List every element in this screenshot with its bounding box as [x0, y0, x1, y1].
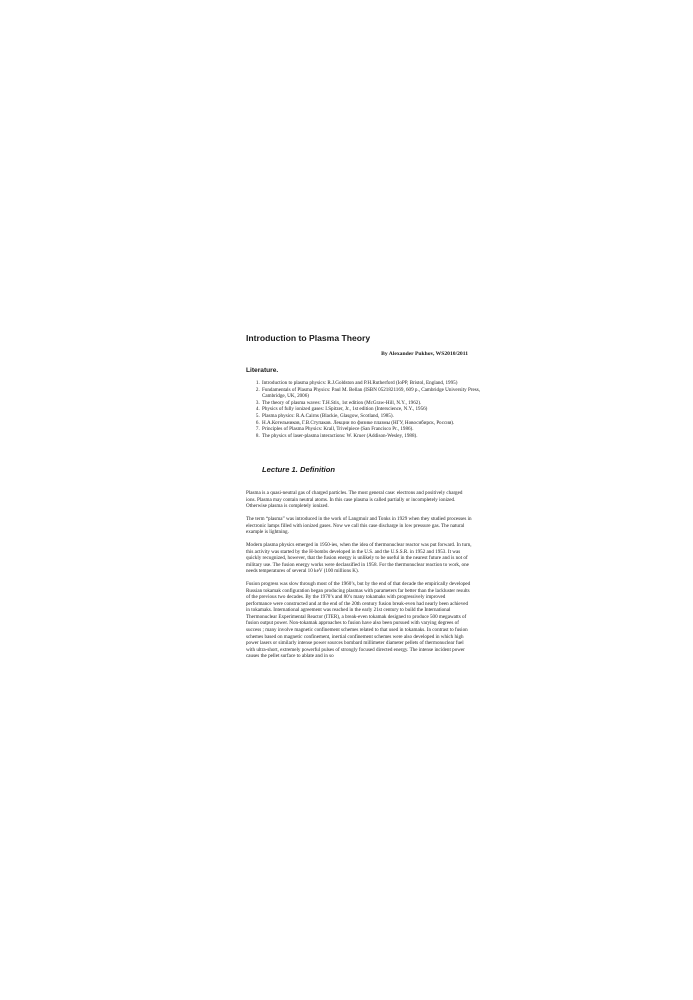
reference-item: 4. Physics of fully ionized gases: I.Spitzer, Jr., 1st edition (Interscience, N.Y., 1956): [261, 406, 483, 413]
reference-item: 3. The theory of plasma waves: T.H.Stix, 1st edition (McGraw-Hill, N.Y., 1962).: [261, 400, 483, 407]
literature-heading: Literature.: [246, 367, 279, 374]
reference-item: 5. Plasma physics: R.A.Cairns (Blackie, Glasgow, Scotland, 1985).: [261, 413, 483, 420]
author-byline: By Alexander Pukhov, WS2010/2011: [381, 351, 468, 357]
paragraph: The term “plasma” was introduced in the work of Langmuir and Tonks in 1929 when they studied processes in electronic lamps filled with ionized gases. Now we call this case discharge in low pressure gas. The natural example is lightning.: [246, 516, 472, 536]
lecture-heading: Lecture 1. Definition: [262, 465, 335, 474]
reference-item: 2. Fundamentals of Plasma Physics: Paul M. Bellan (ISBN 0521821169, 609 p., Cambridge University Press, Cambridge, UK, 2006): [261, 387, 483, 400]
paragraph: Plasma is a quasi-neutral gas of charged particles. The most general case: electrons and positively charged ions. Plasma may contain neutral atoms. In this case plasma is called partially or incompletely ionized. Otherwise plasma is completely ionized.: [246, 490, 463, 510]
body-text: [246, 490, 472, 666]
paragraph: Fusion progress was slow through most of the 1960’s, but by the end of that decade the empirically developed Russian tokamak configuration began producing plasmas with parameters far better than the lackluster results of the previous two decades. By the 1970’s and 80’s many tokamaks with progressively improved performance were constructed and at the end of the 20th century fusion break-even had nearly been achieved in tokamaks. International agreement was reached in the early 21st century to build the International Thermonuclear Experimental Reactor (ITER), a break-even tokamak designed to produce 500 megawatts of fusion output power. Non-tokamak approaches to fusion have also been pursued with varying degrees of success ; many involve magnetic confinement schemes related to that used in tokamaks. In contrast to fusion schemes based on magnetic confinement, inertial confinement schemes were also developed in which high power lasers or similarly intense power sources bombard millimeter diameter pellets of thermonuclear fuel with ultra-short, extremely powerful pulses of strongly focused directed energy. The intense incident power causes the pellet surface to ablate and in so: [246, 581, 471, 660]
paragraph: Modern plasma physics emerged in 1950-ies, when the idea of thermonuclear reactor was put forward. In turn, this activity was started by the H-bombs developed in the U.S. and the U.S.S.R. in 1952 and 1953. It was quickly recognized, however, that the fusion energy is unlikely to be useful in the nearest future and is not of military use. The fusion energy works were declassified in 1958. For the thermonuclear reaction to work, one needs temperatures of several 10 keV (100 millions K).: [246, 542, 472, 575]
document-title: Introduction to Plasma Theory: [246, 333, 371, 343]
reference-list: [250, 380, 483, 439]
reference-item: 8. The physics of laser-plasma interactions: W. Kruer (Addison-Wesley, 1988).: [261, 433, 483, 440]
reference-item: 1. Introduction to plasma physics: R.J.Goldston and P.H.Rutherford (IoPP, Bristol, England, 1995): [261, 380, 483, 387]
reference-item: 6. Н.А.Котельников, Г.В.Ступаков. Лекции по физике плазмы (НГУ, Новосибирск, Россия).: [261, 420, 483, 427]
reference-item: 7. Principles of Plasma Physics: Krall, Trivelpiece (San Francisco Pr., 1986).: [261, 426, 483, 433]
